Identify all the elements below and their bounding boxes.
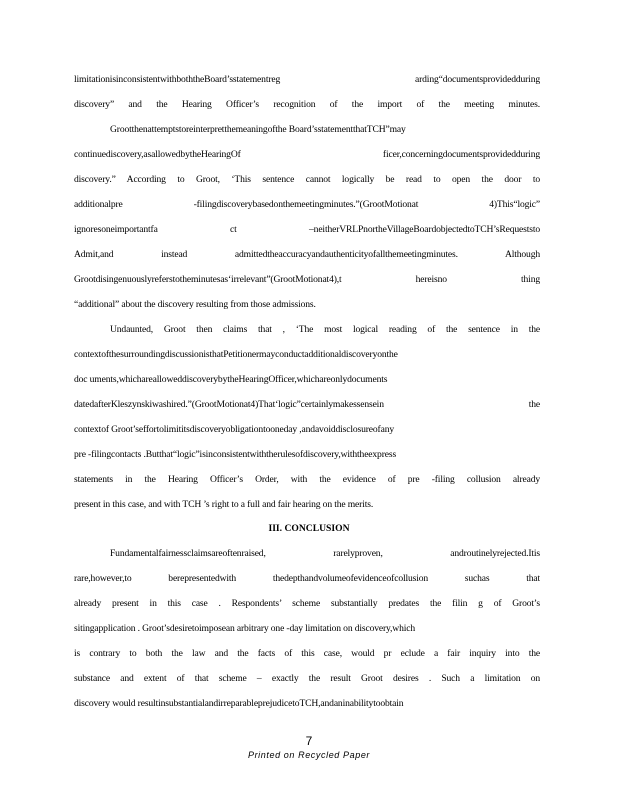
- body-line-13: doc uments,whicharealloweddiscoverybytheHearingOfficer,whichareonlydocuments: [74, 374, 388, 385]
- body-line-6: additionalpre -filingdiscoverybasedonthemeetingminutes.”(GrootMotionat 4)This“logic”: [74, 199, 540, 210]
- body-line-22: sitingapplication . Groot’sdesiretoimposean arbitrary one -day limitation on discovery,which: [74, 623, 415, 634]
- body-line-9: Grootdisingenuouslyreferstotheminutesas‘irrelevant”(GrootMotionat4),t hereisno thing: [74, 274, 540, 285]
- body-line-18: present in this case, and with TCH ’s right to a full and fair hearing on the merits.: [74, 499, 374, 510]
- body-line-1: limitationisinconsistentwithboththeBoard’sstatementreg arding“documentsprovidedduring: [74, 74, 540, 85]
- body-line-16: pre -filingcontacts .Butthat“logic”isinconsistentwiththerulesofdiscovery,withtheexpress: [74, 449, 397, 460]
- body-line-5: discovery.” According to Groot, ‘This sentence cannot logically be read to open the door to: [74, 174, 540, 185]
- body-line-3: Grootthenattemptstoreinterpretthemeaningofthe Board’sstatementthatTCH”may: [110, 124, 406, 135]
- body-line-4: continuediscovery,asallowedbytheHearingOf ficer,concerningdocumentsprovidedduring: [74, 149, 540, 160]
- footer-note: Printed on Recycled Paper: [247, 750, 371, 760]
- body-line-25: discovery would resultinsubstantialandirreparableprejudicetoTCH,andaninabilitytoobtain: [74, 698, 404, 709]
- body-line-12: contextofthesurroundingdiscussionisthatPetitionermayconductadditionaldiscoveryonthe: [74, 349, 398, 360]
- body-line-2: discovery” and the Hearing Officer’s recognition of the import of the meeting minutes.: [74, 99, 540, 110]
- body-line-11: Undaunted, Groot then claims that , ‘The most logical reading of the sentence in the: [110, 324, 540, 335]
- body-line-24: substance and extent of that scheme – exactly the result Groot desires . Such a limitation on: [74, 673, 540, 684]
- body-line-17: statements in the Hearing Officer’s Order, with the evidence of pre -filing collusion already: [74, 474, 540, 485]
- body-line-15: contextof Groot’seffortolimititsdiscoveryobligationtooneday ,andavoiddisclosureofany: [74, 424, 395, 435]
- body-line-23: is contrary to both the law and the facts of this case, would pr eclude a fair inquiry into the: [74, 648, 540, 659]
- body-line-21: already present in this case . Respondents’ scheme substantially predates the filin g of Groot’s: [74, 598, 540, 609]
- body-line-8: Admit,and instead admittedtheaccuracyandauthenticityofallthemeetingminutes. Although: [74, 249, 540, 260]
- section-heading: III. CONCLUSION: [268, 523, 350, 534]
- body-line-14: datedafterKleszynskiwashired.”(GrootMotionat4)That‘logic”certainlymakessensein the: [74, 399, 540, 410]
- body-line-10: “additional” about the discovery resulting from those admissions.: [74, 299, 316, 310]
- body-line-20: rare,however,to berepresentedwith thedepthandvolumeofevidenceofcollusion suchas that: [74, 573, 540, 584]
- body-line-7: ignoresoneimportantfa ct –neitherVRLPnortheVillageBoardobjectedtoTCH’sRequeststo: [74, 224, 540, 235]
- body-line-19: Fundamentalfairnessclaimsareoftenraised, rarelyproven, androutinelyrejected.Itis: [110, 548, 540, 559]
- page-number: 7: [305, 734, 313, 748]
